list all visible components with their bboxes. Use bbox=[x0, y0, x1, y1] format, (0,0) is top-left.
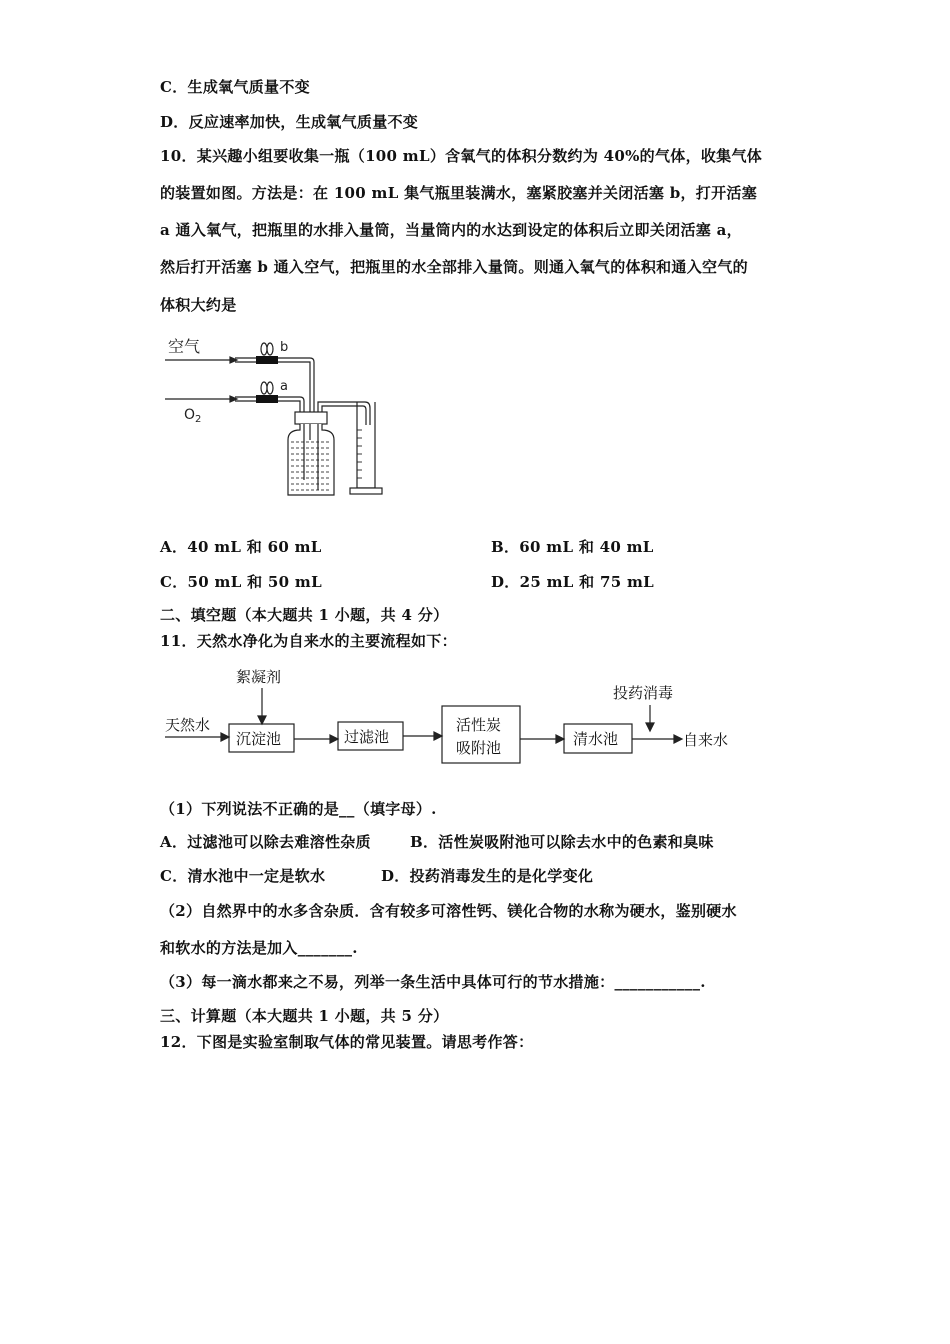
q10-stem-line-3: a 通入氧气，把瓶里的水排入量筒，当量筒内的水达到设定的体积后立即关闭活塞 a， bbox=[160, 221, 742, 239]
section-3-heading: 三、计算题（本大题共 1 小题，共 5 分） bbox=[160, 1007, 449, 1025]
flow-natural-water-label: 天然水 bbox=[165, 716, 211, 734]
label-o2: $O_2$ bbox=[184, 407, 202, 425]
flow-carbon-label-2: 吸附池 bbox=[456, 739, 502, 757]
valve-a bbox=[256, 382, 278, 403]
flow-coagulant-label: 絮凝剂 bbox=[236, 668, 282, 686]
q10-option-b: B．60 mL 和 40 mL bbox=[491, 538, 654, 556]
flow-tap-water-label: 自来水 bbox=[683, 731, 729, 749]
gas-bottle bbox=[288, 412, 334, 495]
q10-stem-line-1: 10．某兴趣小组要收集一瓶（100 mL）含氧气的体积分数约为 40%的气体，收集气体 bbox=[160, 147, 763, 165]
flow-disinfect-label: 投药消毒 bbox=[613, 684, 674, 702]
q10-option-c: C．50 mL 和 50 mL bbox=[160, 573, 322, 591]
q12-stem: 12．下图是实验室制取气体的常见装置。请思考作答： bbox=[160, 1033, 534, 1051]
label-valve-a: a bbox=[280, 379, 288, 394]
flow-carbon-label-1: 活性炭 bbox=[456, 716, 502, 734]
q11-part-3: （3）每一滴水都来之不易，列举一条生活中具体可行的节水措施：___________. bbox=[160, 973, 706, 991]
water-purification-flowchart bbox=[160, 660, 760, 775]
q11-part-1-option-d: D．投药消毒发生的是化学变化 bbox=[381, 867, 594, 885]
q10-stem-line-5: 体积大约是 bbox=[160, 296, 237, 314]
q10-option-d: D．25 mL 和 75 mL bbox=[491, 573, 654, 591]
q11-part-1: （1）下列说法不正确的是__（填字母）. bbox=[160, 800, 437, 818]
valve-b bbox=[256, 343, 278, 364]
q11-stem: 11．天然水净化为自来水的主要流程如下： bbox=[160, 632, 457, 650]
q11-part-1-option-a: A．过滤池可以除去难溶性杂质 bbox=[160, 833, 371, 851]
label-valve-b: b bbox=[280, 340, 289, 355]
q10-stem-line-2: 的装置如图。方法是：在 100 mL 集气瓶里装满水，塞紧胶塞并关闭活塞 b，打开活塞 bbox=[160, 184, 758, 202]
q9-option-c: C．生成氧气质量不变 bbox=[160, 78, 310, 96]
gas-collection-apparatus bbox=[160, 330, 390, 502]
q10-stem-line-4: 然后打开活塞 b 通入空气，把瓶里的水全部排入量筒。则通入氧气的体积和通入空气的 bbox=[160, 258, 748, 276]
flow-sedimentation-label: 沉淀池 bbox=[236, 730, 282, 748]
q11-part-1-option-b: B．活性炭吸附池可以除去水中的色素和臭味 bbox=[410, 833, 714, 851]
q11-part-2-line-1: （2）自然界中的水多含杂质．含有较多可溶性钙、镁化合物的水称为硬水，鉴别硬水 bbox=[160, 902, 737, 920]
q11-part-1-option-c: C．清水池中一定是软水 bbox=[160, 867, 326, 885]
flow-clear-water-label: 清水池 bbox=[573, 730, 619, 748]
q11-part-2-line-2: 和软水的方法是加入_______. bbox=[160, 939, 358, 957]
q10-option-a: A．40 mL 和 60 mL bbox=[160, 538, 322, 556]
q9-option-d: D．反应速率加快，生成氧气质量不变 bbox=[160, 113, 419, 131]
section-2-heading: 二、填空题（本大题共 1 小题，共 4 分） bbox=[160, 606, 449, 624]
flow-filtration-label: 过滤池 bbox=[344, 728, 390, 746]
label-air: 空气 bbox=[168, 337, 201, 356]
